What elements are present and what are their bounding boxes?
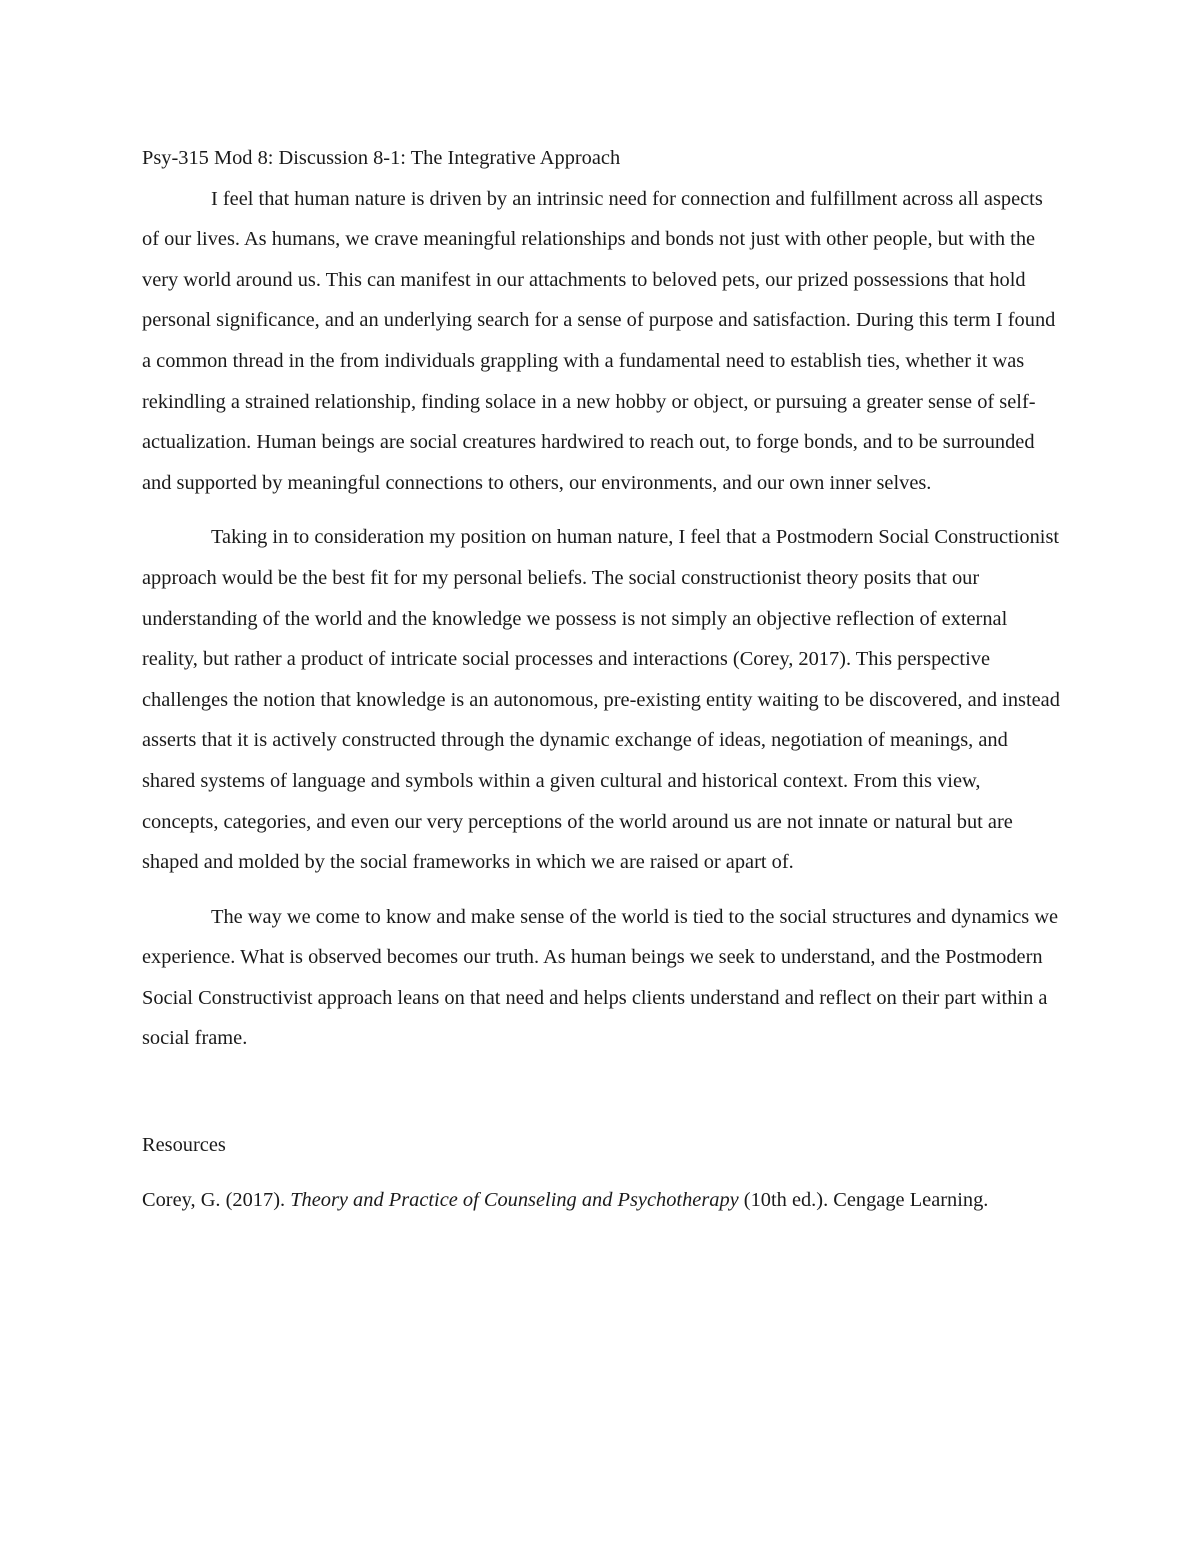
section-spacer bbox=[142, 1073, 1062, 1125]
reference-entry bbox=[142, 1180, 1062, 1221]
paragraph-2: Taking in to consideration my position on human nature, I feel that a Postmodern Social Constructionist approach would be the best fit for my personal beliefs. The social constructionist theory posits that our understanding of the world and the knowledge we possess is not simply an objective reflection of external reality, but rather a product of intricate social processes and interactions (Corey, 2017). This perspective challenges the notion that knowledge is an autonomous, pre-existing entity waiting to be discovered, and instead asserts that it is actively constructed through the dynamic exchange of ideas, negotiation of meanings, and shared systems of language and symbols within a given cultural and historical context. From this view, concepts, categories, and even our very perceptions of the world around us are not innate or natural but are shaped and molded by the social frameworks in which we are raised or apart of. bbox=[142, 526, 1060, 874]
document-title: Psy-315 Mod 8: Discussion 8-1: The Integrative Approach bbox=[142, 147, 621, 169]
reference-authors: Corey, G. (2017). bbox=[142, 1188, 291, 1211]
paragraph-1: I feel that human nature is driven by an intrinsic need for connection and fulfillment across all aspects of our lives. As humans, we crave meaningful relationships and bonds not just with other people, but with the very world around us. This can manifest in our attachments to beloved pets, our prized possessions that hold personal significance, and an underlying search for a sense of purpose and satisfaction. During this term I found a common thread in the from individuals grappling with a fundamental need to establish ties, whether it was rekindling a strained relationship, finding solace in a new hobby or object, or pursuing a greater sense of self-actualization. Human beings are social creatures hardwired to reach out, to forge bonds, and to be surrounded and supported by meaningful connections to others, our environments, and our own inner selves. bbox=[142, 187, 1056, 494]
resources-heading: Resources bbox=[142, 1134, 226, 1157]
document-body bbox=[142, 138, 1062, 1220]
reference-title: Theory and Practice of Counseling and Psychotherapy bbox=[290, 1188, 739, 1211]
paragraph-3: The way we come to know and make sense of the world is tied to the social structures and dynamics we experience. What is observed becomes our truth. As human beings we seek to understand, and the Postmodern Social Constructivist approach leans on that need and helps clients understand and reflect on their part within a social frame. bbox=[142, 905, 1059, 1050]
reference-publisher: (10th ed.). Cengage Learning. bbox=[738, 1188, 989, 1211]
